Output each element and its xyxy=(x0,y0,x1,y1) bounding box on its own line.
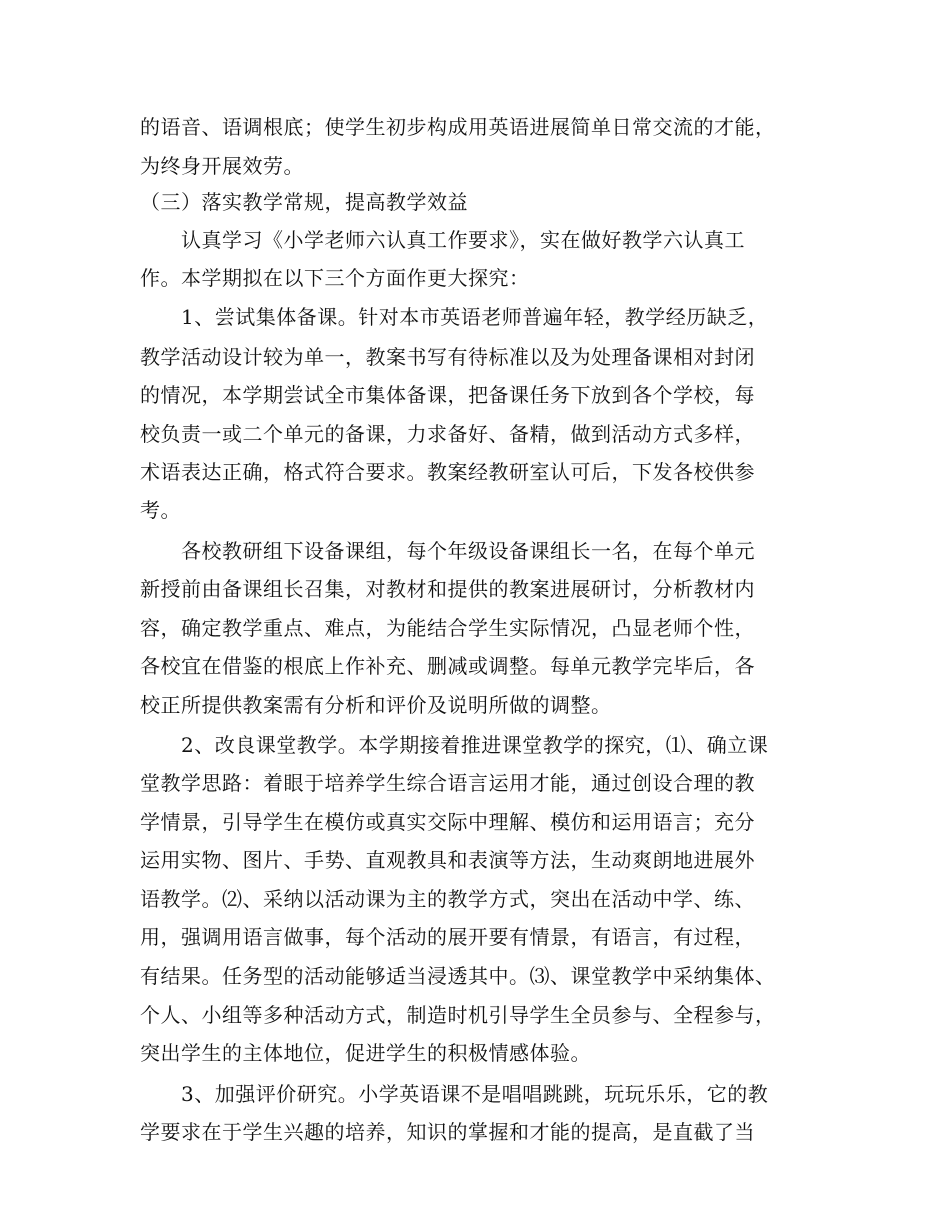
text-line: 的语音、语调根底；使学生初步构成用英语进展简单日常交流的才能， xyxy=(140,115,776,139)
text-line: 语教学。⑵、采纳以活动课为主的教学方式，突出在活动中学、练、 xyxy=(140,887,755,911)
text-line: 学要求在于学生兴趣的培养，知识的掌握和才能的提高，是直截了当 xyxy=(140,1120,755,1144)
section-heading: （三）落实教学常规，提高教学效益 xyxy=(140,190,468,214)
text-line: 2、改良课堂教学。本学期接着推进课堂教学的探究，⑴、确立课 xyxy=(140,733,769,757)
text-line: 为终身开展效劳。 xyxy=(140,154,304,178)
text-line: 各校宜在借鉴的根底上作补充、删减或调整。每单元教学完毕后，各 xyxy=(140,654,755,678)
text-line: 术语表达正确，格式符合要求。教案经教研室认可后，下发各校供参 xyxy=(140,460,755,484)
text-line: 有结果。任务型的活动能够适当浸透其中。⑶、课堂教学中采纳集体、 xyxy=(140,964,776,988)
text-line: 1、尝试集体备课。针对本市英语老师普遍年轻，教学经历缺乏， xyxy=(140,305,769,329)
text-line: 考。 xyxy=(140,498,181,522)
text-line: 容，确定教学重点、难点，为能结合学生实际情况，凸显老师个性， xyxy=(140,616,755,640)
text-line: 新授前由备课组长召集，对教材和提供的教案进展研讨，分析教材内 xyxy=(140,577,755,601)
text-line: 教学活动设计较为单一，教案书写有待标准以及为处理备课相对封闭 xyxy=(140,345,755,369)
text-line: 突出学生的主体地位，促进学生的积极情感体验。 xyxy=(140,1041,591,1065)
text-line: 认真学习《小学老师六认真工作要求》，实在做好教学六认真工 xyxy=(140,228,745,252)
text-line: 作。本学期拟在以下三个方面作更大探究： xyxy=(140,266,530,290)
text-line: 用，强调用语言做事，每个活动的展开要有情景，有语言，有过程， xyxy=(140,925,755,949)
text-line: 运用实物、图片、手势、直观教具和表演等方法，生动爽朗地进展外 xyxy=(140,848,755,872)
text-line: 个人、小组等多种活动方式，制造时机引导学生全员参与、全程参与， xyxy=(140,1003,776,1027)
text-line: 学情景，引导学生在模仿或真实交际中理解、模仿和运用语言；充分 xyxy=(140,810,755,834)
text-line: 校正所提供教案需有分析和评价及说明所做的调整。 xyxy=(140,693,612,717)
text-line: 的情况，本学期尝试全市集体备课，把备课任务下放到各个学校，每 xyxy=(140,383,755,407)
text-line: 校负责一或二个单元的备课，力求备好、备精，做到活动方式多样， xyxy=(140,422,755,446)
text-line: 堂教学思路：着眼于培养学生综合语言运用才能，通过创设合理的教 xyxy=(140,771,755,795)
text-line: 各校教研组下设备课组，每个年级设备课组长一名，在每个单元 xyxy=(140,539,755,563)
text-line: 3、加强评价研究。小学英语课不是唱唱跳跳，玩玩乐乐，它的教 xyxy=(140,1082,769,1106)
